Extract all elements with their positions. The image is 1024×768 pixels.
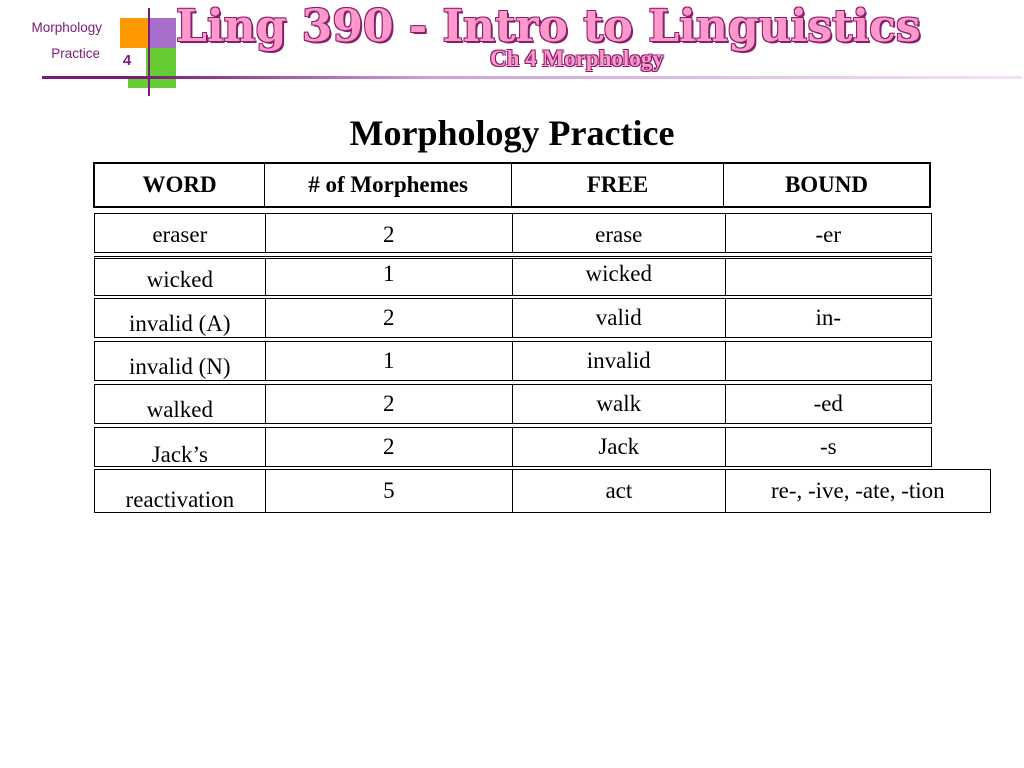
section-label (0, 0, 104, 68)
header-divider (42, 76, 1022, 79)
cell-bound (726, 342, 932, 380)
cell-word: walked (95, 385, 266, 423)
cell-word: invalid (A) (95, 299, 266, 337)
chapter-subtitle: Ch 4 Morphology (490, 46, 664, 71)
table-row (94, 384, 932, 424)
cell-morpheme-count: 1 (266, 259, 513, 295)
cell-word: reactivation (95, 470, 266, 512)
cell-free: invalid (513, 342, 726, 380)
table-row (94, 427, 932, 467)
column-header-free: FREE (512, 164, 724, 206)
column-header-bound: BOUND (784, 172, 869, 197)
cell-morpheme-count: 2 (266, 299, 513, 337)
table-row (94, 298, 932, 338)
decor-purple-square (148, 18, 176, 48)
cell-word: wicked (95, 259, 266, 295)
table-row (94, 213, 932, 253)
cell-bound: in- (815, 305, 842, 330)
cell-morpheme-count: 2 (266, 214, 513, 252)
section-label-line1: Morphology (31, 20, 102, 35)
column-header-word: WORD (95, 164, 265, 206)
cell-bound: -ed (813, 391, 843, 416)
table-row (94, 256, 932, 296)
page-number: 4 (122, 52, 132, 69)
cell-morpheme-count: 1 (266, 342, 513, 380)
table-row (94, 341, 932, 381)
table-row (94, 469, 991, 513)
cell-free: erase (513, 214, 726, 252)
cell-free: walk (513, 385, 726, 423)
cell-word: Jack’s (95, 428, 266, 466)
decor-orange-square (120, 18, 148, 48)
cell-free: valid (513, 299, 726, 337)
cell-word: eraser (95, 214, 266, 252)
cell-morpheme-count: 5 (266, 470, 513, 512)
section-label-line2: Practice (51, 46, 100, 61)
column-header-morpheme-count: # of Morphemes (265, 164, 512, 206)
course-title: Ling 390 - Intro to Linguistics (176, 1, 921, 52)
cell-morpheme-count: 2 (266, 385, 513, 423)
cell-morpheme-count: 2 (266, 428, 513, 466)
cell-free: wicked (513, 259, 726, 295)
cell-bound: -s (819, 434, 837, 459)
cell-free: Jack (513, 428, 726, 466)
cell-bound: -er (815, 222, 842, 247)
cell-bound (726, 259, 932, 295)
cell-word: invalid (N) (95, 342, 266, 380)
decor-vertical-line (148, 8, 150, 96)
cell-bound: re-, -ive, -ate, -tion (770, 478, 945, 503)
table-header-row (93, 162, 931, 208)
slide-title: Morphology Practice (349, 113, 675, 153)
cell-free: act (513, 470, 726, 512)
